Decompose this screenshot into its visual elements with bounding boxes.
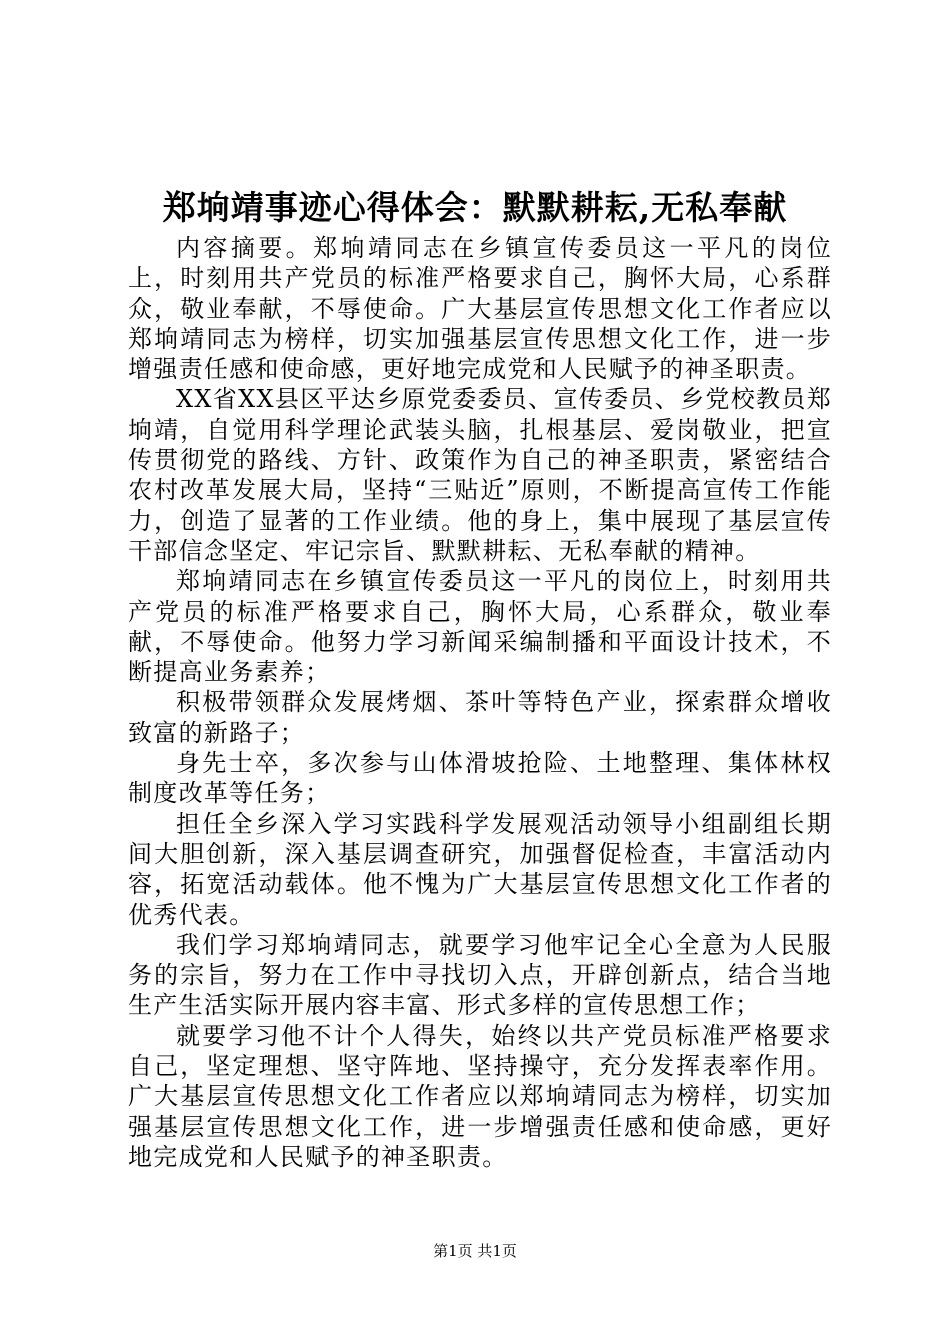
paragraph-post: 郑垧靖同志在乡镇宣传委员这一平凡的岗位上，时刻用共产党员的标准严格要求自己，胸怀大局，心系群众，敬业奉献，不辱使命。他努力学习新闻采编制播和平面设计技术，不断提高业务素养； — [128, 567, 832, 687]
document-title: 郑垧靖事迹心得体会：默默耕耘,无私奉献 — [162, 188, 788, 227]
paragraph-learning: 我们学习郑垧靖同志，就要学习他牢记全心全意为人民服务的宗旨，努力在工作中寻找切入点，开辟创新点，结合当地生产生活实际开展内容丰富、形式多样的宣传思想工作； — [128, 930, 832, 1020]
paragraph-conclusion: 就要学习他不计个人得失，始终以共产党员标准严格要求自己，坚定理想、坚守阵地、坚持操守，充分发挥表率作用。广大基层宣传思想文化工作者应以郑垧靖同志为榜样，切实加强基层宣传思想文化工作，进一步增强责任感和使命感，更好地完成党和人民赋予的神圣职责。 — [128, 1021, 832, 1171]
paragraph-innovation: 担任全乡深入学习实践科学发展观活动领导小组副组长期间大胆创新，深入基层调查研究，加强督促检查，丰富活动内容，拓宽活动载体。他不愧为广大基层宣传思想文化工作者的优秀代表。 — [128, 809, 832, 929]
paragraph-background: XX省XX县区平达乡原党委委员、宣传委员、乡党校教员郑垧靖，自觉用科学理论武装头脑，扎根基层、爱岗敬业，把宣传贯彻党的路线、方针、政策作为自己的神圣职责，紧密结合农村改革发展大局，坚持“三贴近”原则，不断提高宣传工作能力，创造了显著的工作业绩。他的身上，集中展现了基层宣传干部信念坚定、牢记宗旨、默默耕耘、无私奉献的精神。 — [128, 385, 832, 565]
page-footer: 第1页 共1页 — [433, 1242, 517, 1260]
document-body — [128, 233, 832, 1172]
paragraph-summary: 内容摘要。郑垧靖同志在乡镇宣传委员这一平凡的岗位上，时刻用共产党员的标准严格要求自己，胸怀大局，心系群众，敬业奉献，不辱使命。广大基层宣传思想文化工作者应以郑垧靖同志为榜样，切实加强基层宣传思想文化工作，进一步增强责任感和使命感，更好地完成党和人民赋予的神圣职责。 — [128, 234, 832, 384]
paragraph-industry: 积极带领群众发展烤烟、茶叶等特色产业，探索群众增收致富的新路子； — [128, 688, 832, 747]
paragraph-tasks: 身先士卒，多次参与山体滑坡抢险、土地整理、集体林权制度改革等任务； — [128, 749, 832, 808]
